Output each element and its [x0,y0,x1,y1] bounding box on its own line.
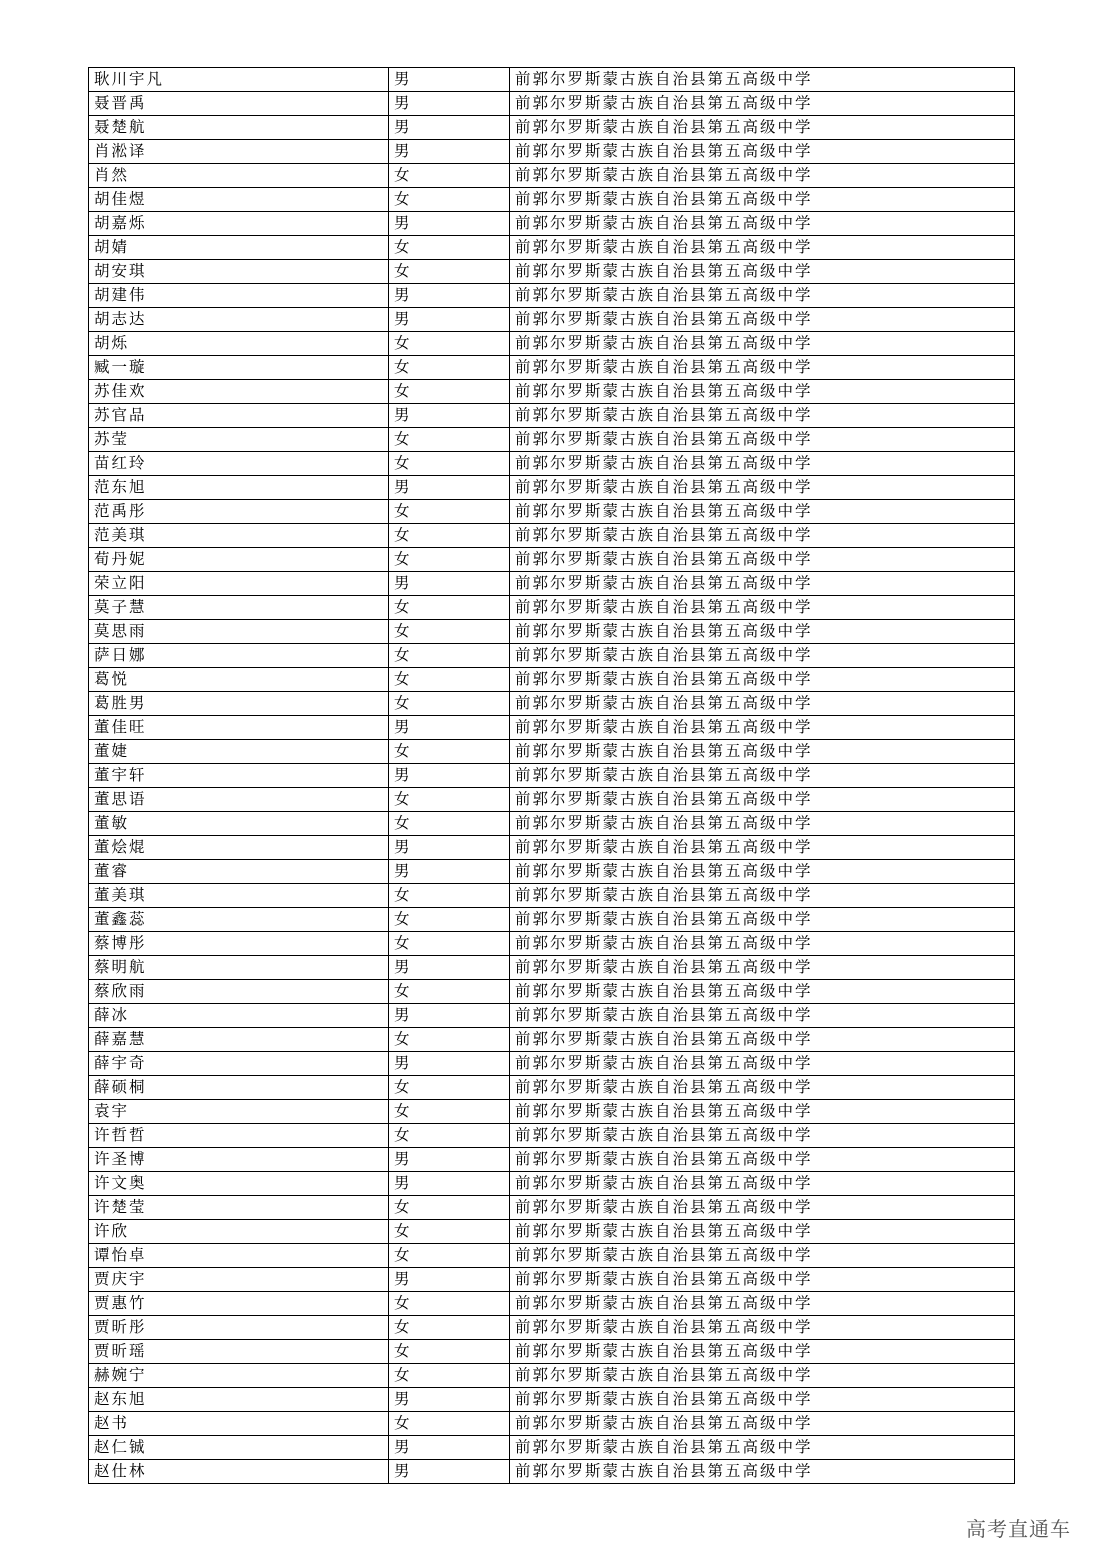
student-name-cell: 薛宇奇 [89,1052,389,1076]
gender-cell: 男 [389,68,510,92]
school-cell: 前郭尔罗斯蒙古族自治县第五高级中学 [510,1124,1015,1148]
gender-cell: 男 [389,764,510,788]
student-name-cell: 薛冰 [89,1004,389,1028]
school-cell: 前郭尔罗斯蒙古族自治县第五高级中学 [510,476,1015,500]
table-row [89,1220,1015,1244]
gender-cell: 女 [389,548,510,572]
gender-cell: 女 [389,380,510,404]
school-cell: 前郭尔罗斯蒙古族自治县第五高级中学 [510,284,1015,308]
gender-cell: 男 [389,836,510,860]
student-name-cell: 贾惠竹 [89,1292,389,1316]
table-row [89,884,1015,908]
school-cell: 前郭尔罗斯蒙古族自治县第五高级中学 [510,164,1015,188]
school-cell: 前郭尔罗斯蒙古族自治县第五高级中学 [510,1388,1015,1412]
student-name-cell: 薛嘉慧 [89,1028,389,1052]
gender-cell: 女 [389,188,510,212]
student-name-cell: 范东旭 [89,476,389,500]
school-cell: 前郭尔罗斯蒙古族自治县第五高级中学 [510,116,1015,140]
student-name-cell: 蔡明航 [89,956,389,980]
school-cell: 前郭尔罗斯蒙古族自治县第五高级中学 [510,692,1015,716]
school-cell: 前郭尔罗斯蒙古族自治县第五高级中学 [510,980,1015,1004]
table-row [89,1460,1015,1484]
table-row [89,332,1015,356]
student-name-cell: 董烩焜 [89,836,389,860]
gender-cell: 女 [389,1364,510,1388]
student-name-cell: 蔡欣雨 [89,980,389,1004]
student-name-cell: 葛胜男 [89,692,389,716]
student-name-cell: 胡婧 [89,236,389,260]
school-cell: 前郭尔罗斯蒙古族自治县第五高级中学 [510,1076,1015,1100]
table-row [89,644,1015,668]
school-cell: 前郭尔罗斯蒙古族自治县第五高级中学 [510,1220,1015,1244]
table-row [89,932,1015,956]
student-name-cell: 耿川宇凡 [89,68,389,92]
table-row [89,380,1015,404]
gender-cell: 男 [389,572,510,596]
table-row [89,572,1015,596]
gender-cell: 女 [389,1076,510,1100]
student-name-cell: 许哲哲 [89,1124,389,1148]
gender-cell: 女 [389,740,510,764]
table-row [89,1148,1015,1172]
gender-cell: 女 [389,1196,510,1220]
gender-cell: 男 [389,1172,510,1196]
student-name-cell: 范美琪 [89,524,389,548]
gender-cell: 男 [389,92,510,116]
school-cell: 前郭尔罗斯蒙古族自治县第五高级中学 [510,788,1015,812]
student-name-cell: 莫子慧 [89,596,389,620]
student-name-cell: 赵书 [89,1412,389,1436]
table-row [89,668,1015,692]
school-cell: 前郭尔罗斯蒙古族自治县第五高级中学 [510,1412,1015,1436]
gender-cell: 女 [389,1412,510,1436]
gender-cell: 女 [389,1340,510,1364]
table-row [89,692,1015,716]
school-cell: 前郭尔罗斯蒙古族自治县第五高级中学 [510,1004,1015,1028]
student-name-cell: 荀丹妮 [89,548,389,572]
table-row [89,356,1015,380]
gender-cell: 女 [389,788,510,812]
table-row [89,1412,1015,1436]
student-name-cell: 谭怡卓 [89,1244,389,1268]
gender-cell: 女 [389,1316,510,1340]
gender-cell: 女 [389,428,510,452]
school-cell: 前郭尔罗斯蒙古族自治县第五高级中学 [510,140,1015,164]
student-name-cell: 赵仁铖 [89,1436,389,1460]
table-row [89,1244,1015,1268]
student-name-cell: 肖然 [89,164,389,188]
school-cell: 前郭尔罗斯蒙古族自治县第五高级中学 [510,596,1015,620]
school-cell: 前郭尔罗斯蒙古族自治县第五高级中学 [510,860,1015,884]
school-cell: 前郭尔罗斯蒙古族自治县第五高级中学 [510,740,1015,764]
gender-cell: 女 [389,644,510,668]
student-name-cell: 董佳旺 [89,716,389,740]
table-row [89,92,1015,116]
school-cell: 前郭尔罗斯蒙古族自治县第五高级中学 [510,908,1015,932]
gender-cell: 男 [389,284,510,308]
student-name-cell: 胡嘉烁 [89,212,389,236]
student-name-cell: 董敏 [89,812,389,836]
table-row [89,404,1015,428]
gender-cell: 女 [389,164,510,188]
table-row [89,68,1015,92]
student-name-cell: 袁宇 [89,1100,389,1124]
table-row [89,116,1015,140]
student-name-cell: 贾昕彤 [89,1316,389,1340]
school-cell: 前郭尔罗斯蒙古族自治县第五高级中学 [510,764,1015,788]
table-row [89,212,1015,236]
table-row [89,908,1015,932]
table-row [89,1124,1015,1148]
school-cell: 前郭尔罗斯蒙古族自治县第五高级中学 [510,668,1015,692]
gender-cell: 女 [389,692,510,716]
student-name-cell: 薛硕桐 [89,1076,389,1100]
school-cell: 前郭尔罗斯蒙古族自治县第五高级中学 [510,92,1015,116]
gender-cell: 女 [389,884,510,908]
student-name-cell: 聂晋禹 [89,92,389,116]
student-name-cell: 聂楚航 [89,116,389,140]
table-row [89,620,1015,644]
student-name-cell: 董宇轩 [89,764,389,788]
school-cell: 前郭尔罗斯蒙古族自治县第五高级中学 [510,572,1015,596]
gender-cell: 女 [389,356,510,380]
school-cell: 前郭尔罗斯蒙古族自治县第五高级中学 [510,380,1015,404]
school-cell: 前郭尔罗斯蒙古族自治县第五高级中学 [510,1244,1015,1268]
gender-cell: 男 [389,116,510,140]
school-cell: 前郭尔罗斯蒙古族自治县第五高级中学 [510,524,1015,548]
table-row [89,140,1015,164]
table-row [89,1196,1015,1220]
school-cell: 前郭尔罗斯蒙古族自治县第五高级中学 [510,1028,1015,1052]
school-cell: 前郭尔罗斯蒙古族自治县第五高级中学 [510,644,1015,668]
gender-cell: 女 [389,332,510,356]
school-cell: 前郭尔罗斯蒙古族自治县第五高级中学 [510,332,1015,356]
gender-cell: 女 [389,452,510,476]
student-name-cell: 贾昕瑶 [89,1340,389,1364]
school-cell: 前郭尔罗斯蒙古族自治县第五高级中学 [510,1364,1015,1388]
table-row [89,284,1015,308]
school-cell: 前郭尔罗斯蒙古族自治县第五高级中学 [510,260,1015,284]
school-cell: 前郭尔罗斯蒙古族自治县第五高级中学 [510,1340,1015,1364]
gender-cell: 女 [389,500,510,524]
table-row [89,1052,1015,1076]
gender-cell: 男 [389,1004,510,1028]
table-row [89,980,1015,1004]
table-row [89,548,1015,572]
school-cell: 前郭尔罗斯蒙古族自治县第五高级中学 [510,1292,1015,1316]
gender-cell: 男 [389,404,510,428]
gender-cell: 女 [389,596,510,620]
school-cell: 前郭尔罗斯蒙古族自治县第五高级中学 [510,956,1015,980]
student-name-cell: 赵东旭 [89,1388,389,1412]
school-cell: 前郭尔罗斯蒙古族自治县第五高级中学 [510,716,1015,740]
student-name-cell: 胡安琪 [89,260,389,284]
table-row [89,1004,1015,1028]
gender-cell: 女 [389,1220,510,1244]
table-row [89,1100,1015,1124]
school-cell: 前郭尔罗斯蒙古族自治县第五高级中学 [510,1268,1015,1292]
school-cell: 前郭尔罗斯蒙古族自治县第五高级中学 [510,236,1015,260]
student-roster-table [88,67,1015,1484]
gender-cell: 男 [389,1052,510,1076]
table-row [89,164,1015,188]
table-row [89,500,1015,524]
school-cell: 前郭尔罗斯蒙古族自治县第五高级中学 [510,68,1015,92]
table-row [89,308,1015,332]
school-cell: 前郭尔罗斯蒙古族自治县第五高级中学 [510,1100,1015,1124]
student-name-cell: 许圣博 [89,1148,389,1172]
student-name-cell: 苏佳欢 [89,380,389,404]
student-name-cell: 胡建伟 [89,284,389,308]
gender-cell: 女 [389,668,510,692]
table-row [89,764,1015,788]
school-cell: 前郭尔罗斯蒙古族自治县第五高级中学 [510,836,1015,860]
table-row [89,836,1015,860]
school-cell: 前郭尔罗斯蒙古族自治县第五高级中学 [510,404,1015,428]
school-cell: 前郭尔罗斯蒙古族自治县第五高级中学 [510,1052,1015,1076]
table-row [89,1316,1015,1340]
student-name-cell: 臧一璇 [89,356,389,380]
gender-cell: 男 [389,308,510,332]
roster-body [89,68,1015,1484]
school-cell: 前郭尔罗斯蒙古族自治县第五高级中学 [510,1196,1015,1220]
student-name-cell: 荣立阳 [89,572,389,596]
table-row [89,1436,1015,1460]
table-row [89,716,1015,740]
student-name-cell: 范禹彤 [89,500,389,524]
gender-cell: 男 [389,716,510,740]
student-name-cell: 苏莹 [89,428,389,452]
table-row [89,812,1015,836]
gender-cell: 男 [389,860,510,884]
student-name-cell: 贾庆宇 [89,1268,389,1292]
school-cell: 前郭尔罗斯蒙古族自治县第五高级中学 [510,1148,1015,1172]
school-cell: 前郭尔罗斯蒙古族自治县第五高级中学 [510,1460,1015,1484]
student-name-cell: 苏官品 [89,404,389,428]
student-name-cell: 莫思雨 [89,620,389,644]
table-row [89,428,1015,452]
school-cell: 前郭尔罗斯蒙古族自治县第五高级中学 [510,812,1015,836]
table-row [89,596,1015,620]
gender-cell: 女 [389,620,510,644]
table-row [89,1364,1015,1388]
gender-cell: 男 [389,140,510,164]
table-row [89,476,1015,500]
school-cell: 前郭尔罗斯蒙古族自治县第五高级中学 [510,356,1015,380]
gender-cell: 女 [389,980,510,1004]
student-name-cell: 许楚莹 [89,1196,389,1220]
table-row [89,860,1015,884]
gender-cell: 女 [389,1124,510,1148]
gender-cell: 男 [389,1460,510,1484]
table-row [89,1028,1015,1052]
table-row [89,1340,1015,1364]
gender-cell: 男 [389,1148,510,1172]
student-name-cell: 许文奥 [89,1172,389,1196]
student-name-cell: 赵仕林 [89,1460,389,1484]
table-row [89,1076,1015,1100]
table-row [89,956,1015,980]
table-row [89,1388,1015,1412]
school-cell: 前郭尔罗斯蒙古族自治县第五高级中学 [510,548,1015,572]
school-cell: 前郭尔罗斯蒙古族自治县第五高级中学 [510,884,1015,908]
school-cell: 前郭尔罗斯蒙古族自治县第五高级中学 [510,308,1015,332]
school-cell: 前郭尔罗斯蒙古族自治县第五高级中学 [510,620,1015,644]
school-cell: 前郭尔罗斯蒙古族自治县第五高级中学 [510,452,1015,476]
student-name-cell: 董思语 [89,788,389,812]
student-name-cell: 董睿 [89,860,389,884]
gender-cell: 女 [389,236,510,260]
student-name-cell: 董婕 [89,740,389,764]
student-name-cell: 赫婉宁 [89,1364,389,1388]
gender-cell: 女 [389,1100,510,1124]
gender-cell: 女 [389,908,510,932]
table-row [89,1268,1015,1292]
school-cell: 前郭尔罗斯蒙古族自治县第五高级中学 [510,212,1015,236]
student-name-cell: 胡烁 [89,332,389,356]
table-row [89,524,1015,548]
school-cell: 前郭尔罗斯蒙古族自治县第五高级中学 [510,188,1015,212]
table-row [89,236,1015,260]
gender-cell: 女 [389,260,510,284]
table-row [89,1292,1015,1316]
gender-cell: 女 [389,524,510,548]
table-row [89,740,1015,764]
table-row [89,260,1015,284]
gender-cell: 男 [389,476,510,500]
student-name-cell: 苗红玲 [89,452,389,476]
school-cell: 前郭尔罗斯蒙古族自治县第五高级中学 [510,1316,1015,1340]
watermark: 高考直通车 [966,1517,1071,1541]
gender-cell: 女 [389,1028,510,1052]
student-name-cell: 肖淞译 [89,140,389,164]
school-cell: 前郭尔罗斯蒙古族自治县第五高级中学 [510,1436,1015,1460]
school-cell: 前郭尔罗斯蒙古族自治县第五高级中学 [510,1172,1015,1196]
gender-cell: 男 [389,1436,510,1460]
gender-cell: 女 [389,812,510,836]
table-row [89,452,1015,476]
school-cell: 前郭尔罗斯蒙古族自治县第五高级中学 [510,500,1015,524]
student-name-cell: 胡志达 [89,308,389,332]
gender-cell: 男 [389,956,510,980]
school-cell: 前郭尔罗斯蒙古族自治县第五高级中学 [510,428,1015,452]
gender-cell: 女 [389,1244,510,1268]
table-row [89,188,1015,212]
gender-cell: 女 [389,1292,510,1316]
student-name-cell: 葛悦 [89,668,389,692]
school-cell: 前郭尔罗斯蒙古族自治县第五高级中学 [510,932,1015,956]
gender-cell: 男 [389,212,510,236]
gender-cell: 男 [389,1268,510,1292]
student-name-cell: 董美琪 [89,884,389,908]
student-name-cell: 董鑫蕊 [89,908,389,932]
gender-cell: 女 [389,932,510,956]
student-name-cell: 萨日娜 [89,644,389,668]
gender-cell: 男 [389,1388,510,1412]
student-name-cell: 许欣 [89,1220,389,1244]
table-row [89,1172,1015,1196]
table-row [89,788,1015,812]
student-name-cell: 蔡博彤 [89,932,389,956]
student-name-cell: 胡佳煜 [89,188,389,212]
